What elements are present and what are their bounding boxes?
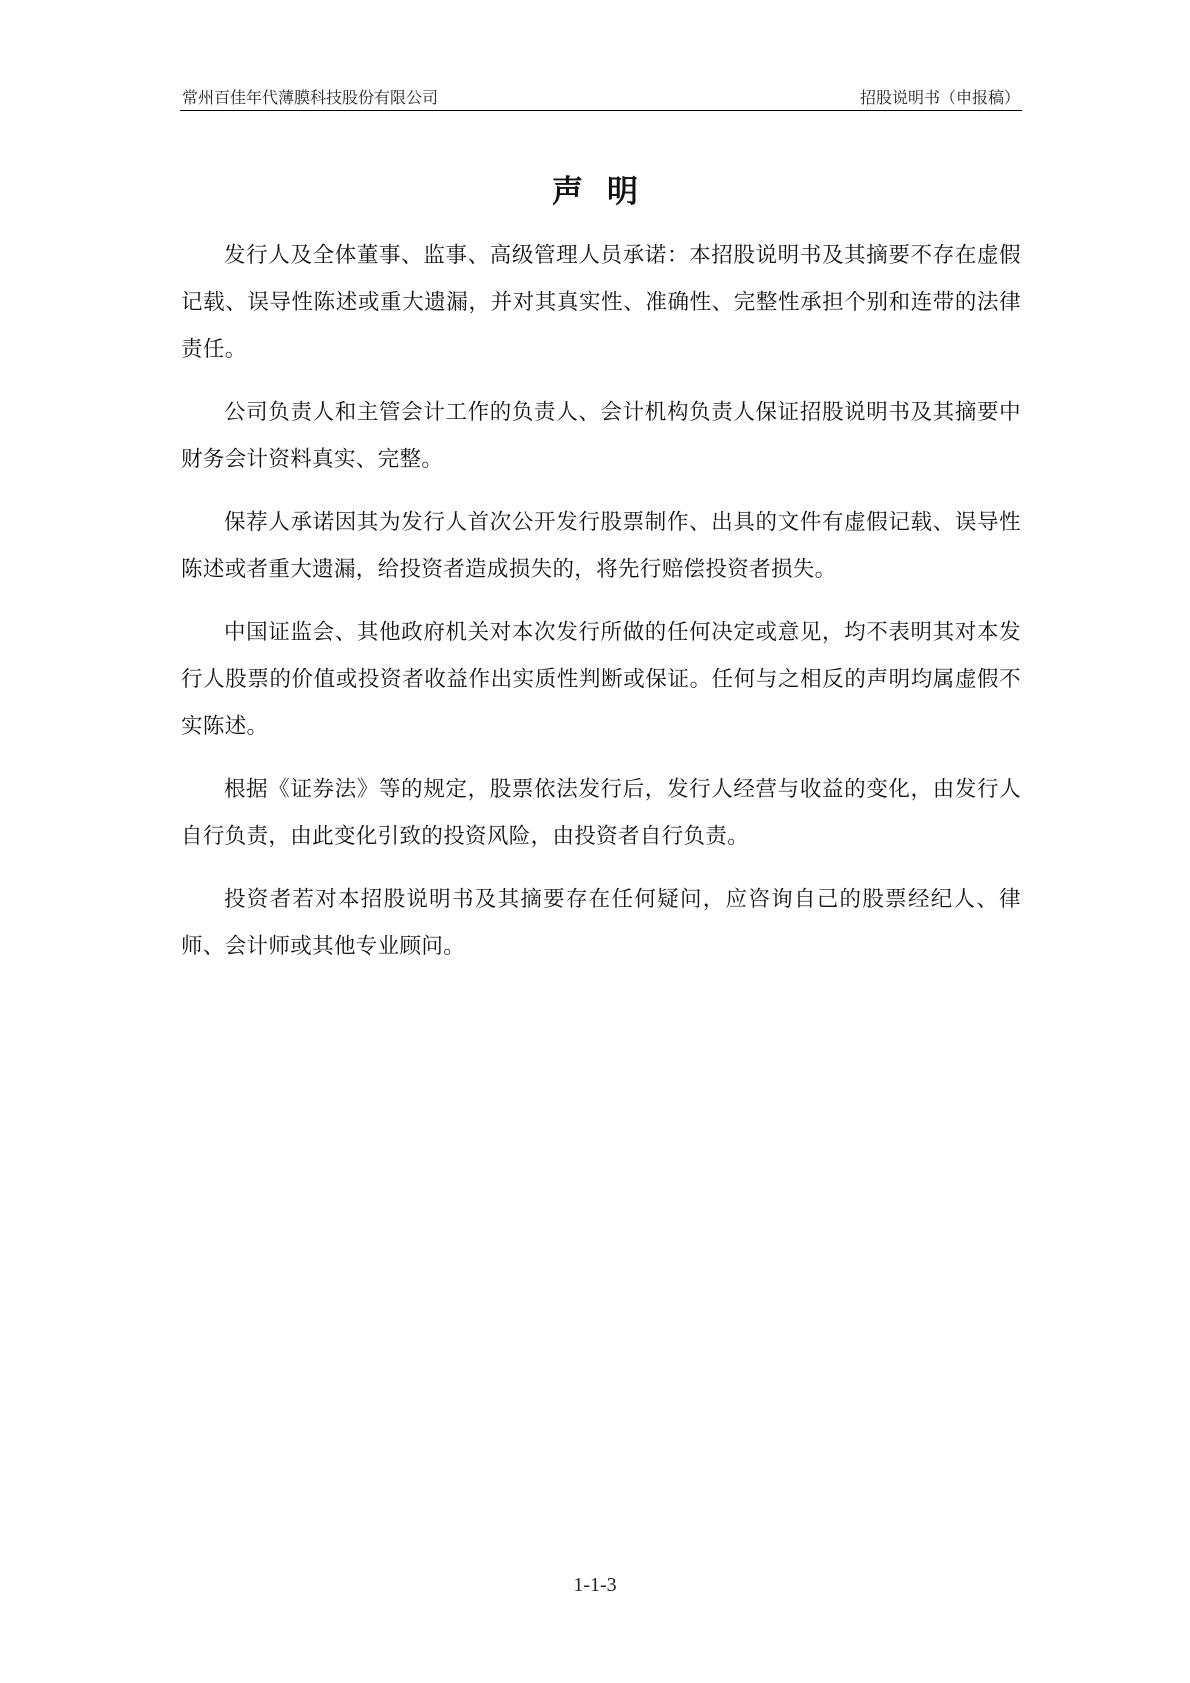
page-title — [0, 166, 1190, 211]
declaration-paragraph-3: 保荐人承诺因其为发行人首次公开发行股票制作、出具的文件有虚假记载、误导性陈述或者重大遗漏，给投资者造成损失的，将先行赔偿投资者损失。 — [181, 510, 1021, 582]
page-title-char-1: 声 — [552, 174, 583, 210]
header-document-type: 招股说明书（申报稿） — [859, 88, 1020, 107]
header-company-name: 常州百佳年代薄膜科技股份有限公司 — [182, 88, 439, 107]
page-title-char-2: 明 — [607, 174, 638, 210]
declaration-paragraph-5: 根据《证券法》等的规定，股票依法发行后，发行人经营与收益的变化，由发行人自行负责，由此变化引致的投资风险，由投资者自行负责。 — [181, 777, 1021, 849]
declaration-paragraph-6: 投资者若对本招股说明书及其摘要存在任何疑问，应咨询自己的股票经纪人、律师、会计师或其他专业顾问。 — [181, 887, 1021, 959]
declaration-body — [181, 232, 1021, 986]
declaration-paragraph-4: 中国证监会、其他政府机关对本次发行所做的任何决定或意见，均不表明其对本发行人股票的价值或投资者收益作出实质性判断或保证。任何与之相反的声明均属虚假不实陈述。 — [181, 620, 1021, 739]
page-number: 1-1-3 — [573, 1574, 617, 1596]
page-header — [180, 82, 1022, 111]
declaration-paragraph-1: 发行人及全体董事、监事、高级管理人员承诺：本招股说明书及其摘要不存在虚假记载、误导性陈述或重大遗漏，并对其真实性、准确性、完整性承担个别和连带的法律责任。 — [181, 243, 1021, 362]
declaration-paragraph-2: 公司负责人和主管会计工作的负责人、会计机构负责人保证招股说明书及其摘要中财务会计资料真实、完整。 — [181, 400, 1021, 472]
